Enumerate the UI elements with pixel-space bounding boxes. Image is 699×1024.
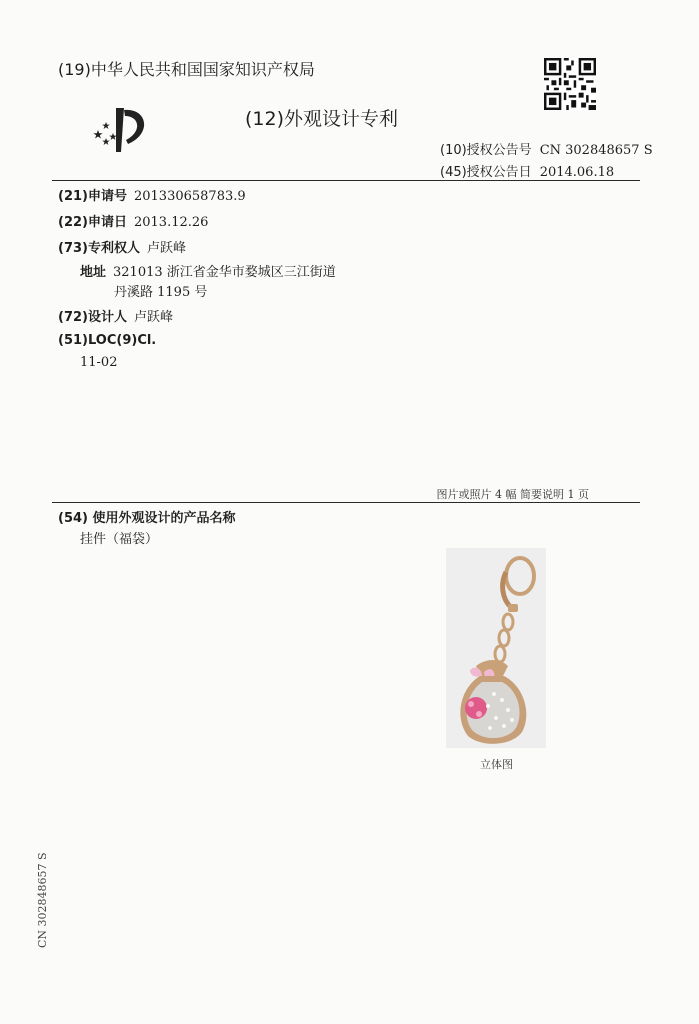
application-date-row (58, 211, 208, 230)
designer-label: (72)设计人 (58, 310, 127, 325)
loc-label: (51)LOC(9)Cl. (58, 333, 157, 348)
publication-number-row (440, 139, 653, 158)
qr-code-icon (544, 58, 596, 110)
application-number-row (58, 185, 246, 204)
application-date-label: (22)申请日 (58, 215, 127, 230)
address-label: 地址 (80, 265, 107, 280)
publication-number: CN 302848657 S (539, 143, 653, 158)
publication-date-row (440, 161, 614, 180)
application-number: 201330658783.9 (133, 189, 246, 204)
application-number-label: (21)申请号 (58, 189, 127, 204)
cnipa-logo-icon (88, 100, 156, 154)
loc-row (58, 333, 156, 348)
designer: 卢跃峰 (133, 310, 173, 325)
section-divider (52, 502, 640, 503)
publication-date: 2014.06.18 (539, 165, 615, 180)
patentee-label: (73)专利权人 (58, 241, 140, 256)
view-caption: 立体图 (480, 758, 513, 771)
loc-value: 11-02 (80, 355, 118, 370)
document-type: (12)外观设计专利 (245, 108, 399, 130)
address-row (80, 261, 336, 280)
figure-summary: 图片或照片 4 幅 简要说明 1 页 (436, 488, 589, 501)
publication-date-label: (45)授权公告日 (440, 165, 532, 180)
address-line-1: 321013 浙江省金华市婺城区三江街道 (113, 265, 336, 280)
product-photo (446, 548, 546, 748)
designer-row (58, 306, 173, 325)
product-name-heading: (54) 使用外观设计的产品名称 (58, 511, 236, 526)
side-publication-code: CN 302848657 S (36, 852, 49, 948)
office-name: (19)中华人民共和国国家知识产权局 (58, 60, 315, 79)
product-name: 挂件（福袋） (80, 532, 159, 547)
header-divider (52, 180, 640, 181)
publication-number-label: (10)授权公告号 (440, 143, 532, 158)
address-line-2: 丹溪路 1195 号 (114, 285, 208, 300)
patentee: 卢跃峰 (146, 241, 186, 256)
product-name-label (58, 507, 236, 526)
patentee-row (58, 237, 186, 256)
application-date: 2013.12.26 (133, 215, 209, 230)
